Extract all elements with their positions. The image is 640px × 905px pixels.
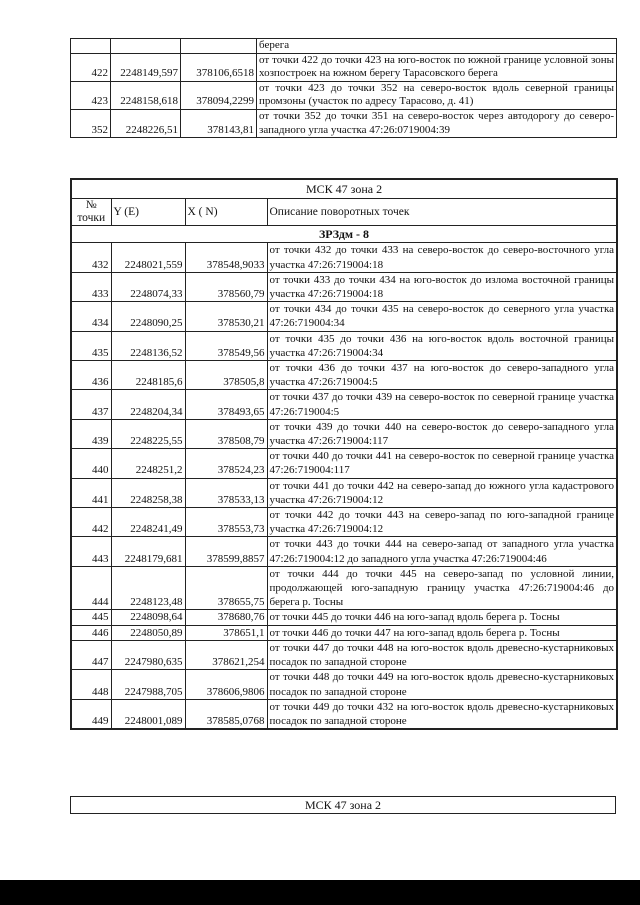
coord-y: 2248241,49: [111, 508, 185, 537]
coord-y: 2248185,6: [111, 361, 185, 390]
point-number: 437: [71, 390, 111, 419]
description: от точки 423 до точки 352 на северо-восток вдоль северной границы промзоны (участок по адресу Тарасово, д. 41): [257, 81, 617, 109]
coord-y: 2248149,597: [111, 53, 181, 81]
table-row: [71, 640, 617, 669]
description: берега: [257, 39, 617, 54]
description: от точки 441 до точки 442 на северо-запад до южного угла кадастрового участка 47:26:719004:12: [267, 478, 617, 507]
coord-x: [181, 39, 257, 54]
top-coordinates-table: [70, 38, 617, 138]
coord-y: 2248050,89: [111, 625, 185, 640]
coord-x: 378508,79: [185, 419, 267, 448]
coord-y: 2248226,51: [111, 109, 181, 137]
coord-y: 2248179,681: [111, 537, 185, 566]
zone-row: [71, 226, 617, 243]
coord-y: 2248204,34: [111, 390, 185, 419]
point-number: 423: [71, 81, 111, 109]
point-number: 434: [71, 302, 111, 331]
coord-y: 2248258,38: [111, 478, 185, 507]
coord-x: 378524,23: [185, 449, 267, 478]
table-row: [71, 53, 617, 81]
table-row: [71, 670, 617, 699]
coord-x: 378505,8: [185, 361, 267, 390]
description: от точки 352 до точки 351 на северо-восток через автодорогу до северо-западного угла участка 47:26:0719004:39: [257, 109, 617, 137]
description: от точки 422 до точки 423 на юго-восток по южной границе условной зоны хозпостроек на южном берегу Тарасовского берега: [257, 53, 617, 81]
coord-x: 378143,81: [181, 109, 257, 137]
coord-y: 2248090,25: [111, 302, 185, 331]
description: от точки 433 до точки 434 на юго-восток до излома восточной границы участка 47:26:719004:18: [267, 272, 617, 301]
table-row: [71, 39, 617, 54]
top-table-body: [71, 39, 617, 138]
description: от точки 446 до точки 447 на юго-запад вдоль берега р. Тосны: [267, 625, 617, 640]
point-number: 433: [71, 272, 111, 301]
coord-x: 378560,79: [185, 272, 267, 301]
point-number: 449: [71, 699, 111, 729]
point-number: 422: [71, 53, 111, 81]
description: от точки 435 до точки 436 на юго-восток вдоль восточной границы участка 47:26:719004:34: [267, 331, 617, 360]
coord-x: 378549,56: [185, 331, 267, 360]
table-row: [71, 478, 617, 507]
coord-y: 2248123,48: [111, 566, 185, 610]
table-row: [71, 272, 617, 301]
coord-x: 378599,8857: [185, 537, 267, 566]
coord-y: [111, 39, 181, 54]
description: от точки 439 до точки 440 на северо-восток до северо-западного угла участка 47:26:719004:117: [267, 419, 617, 448]
point-number: 447: [71, 640, 111, 669]
table-row: [71, 537, 617, 566]
point-number: [71, 39, 111, 54]
point-number: 445: [71, 610, 111, 625]
description: от точки 440 до точки 441 на северо-восток по северной границе участка 47:26:719004:117: [267, 449, 617, 478]
zone-label: ЗРЗдм - 8: [71, 226, 617, 243]
coord-x: 378530,21: [185, 302, 267, 331]
coord-x: 378106,6518: [181, 53, 257, 81]
table-row: [71, 625, 617, 640]
coord-y: 2248158,618: [111, 81, 181, 109]
table-row: [71, 109, 617, 137]
point-number: 439: [71, 419, 111, 448]
coord-y: 2247988,705: [111, 670, 185, 699]
coord-x: 378533,13: [185, 478, 267, 507]
table-row: [71, 449, 617, 478]
coord-x: 378680,76: [185, 610, 267, 625]
footer-title: МСК 47 зона 2: [70, 796, 616, 814]
table-title-row: [71, 179, 617, 199]
description: от точки 434 до точки 435 на северо-восток до северного угла участка 47:26:719004:34: [267, 302, 617, 331]
description: от точки 437 до точки 439 на северо-восток по северной границе участка 47:26:719004:5: [267, 390, 617, 419]
coord-x: 378621,254: [185, 640, 267, 669]
table-row: [71, 243, 617, 272]
main-coordinates-table: [70, 178, 618, 730]
point-number: 441: [71, 478, 111, 507]
header-x: X ( N): [185, 199, 267, 226]
table-row: [71, 699, 617, 729]
coord-x: 378548,9033: [185, 243, 267, 272]
header-row: [71, 199, 617, 226]
point-number: 446: [71, 625, 111, 640]
table-row: [71, 610, 617, 625]
point-number: 352: [71, 109, 111, 137]
coord-y: 2248136,52: [111, 331, 185, 360]
header-description: Описание поворотных точек: [267, 199, 617, 226]
coord-y: 2248001,089: [111, 699, 185, 729]
coord-x: 378493,65: [185, 390, 267, 419]
table-row: [71, 361, 617, 390]
description: от точки 444 до точки 445 на северо-запад по условной линии, продолжающей юго-западную границу участка 47:26:719004:46 до берега р. Тосны: [267, 566, 617, 610]
point-number: 448: [71, 670, 111, 699]
point-number: 440: [71, 449, 111, 478]
table-row: [71, 81, 617, 109]
table-title: МСК 47 зона 2: [71, 179, 617, 199]
table-row: [71, 302, 617, 331]
description: от точки 445 до точки 446 на юго-запад вдоль берега р. Тосны: [267, 610, 617, 625]
header-point-number: № точки: [71, 199, 111, 226]
point-number: 432: [71, 243, 111, 272]
coord-y: 2247980,635: [111, 640, 185, 669]
coord-x: 378553,73: [185, 508, 267, 537]
coord-x: 378585,0768: [185, 699, 267, 729]
description: от точки 449 до точки 432 на юго-восток вдоль древесно-кустарниковых посадок по западной стороне: [267, 699, 617, 729]
description: от точки 442 до точки 443 на северо-запад по юго-западной границе участка 47:26:719004:12: [267, 508, 617, 537]
table-row: [71, 390, 617, 419]
table-row: [71, 566, 617, 610]
coord-x: 378606,9806: [185, 670, 267, 699]
coord-y: 2248251,2: [111, 449, 185, 478]
point-number: 436: [71, 361, 111, 390]
point-number: 443: [71, 537, 111, 566]
coord-y: 2248098,64: [111, 610, 185, 625]
point-number: 435: [71, 331, 111, 360]
coord-y: 2248021,559: [111, 243, 185, 272]
coord-y: 2248225,55: [111, 419, 185, 448]
coord-y: 2248074,33: [111, 272, 185, 301]
table-row: [71, 419, 617, 448]
point-number: 442: [71, 508, 111, 537]
description: от точки 432 до точки 433 на северо-восток до северо-восточного угла участка 47:26:719004:18: [267, 243, 617, 272]
header-y: Y (E): [111, 199, 185, 226]
description: от точки 443 до точки 444 на северо-запад от западного угла участка 47:26:719004:12 до западного угла участка 47:26:719004:46: [267, 537, 617, 566]
scan-edge-bar: [0, 880, 640, 905]
coord-x: 378655,75: [185, 566, 267, 610]
coord-x: 378094,2299: [181, 81, 257, 109]
table-row: [71, 508, 617, 537]
description: от точки 436 до точки 437 на юго-восток до северо-западного угла участка 47:26:719004:5: [267, 361, 617, 390]
description: от точки 448 до точки 449 на юго-восток вдоль древесно-кустарниковых посадок по западной стороне: [267, 670, 617, 699]
table-row: [71, 331, 617, 360]
description: от точки 447 до точки 448 на юго-восток вдоль древесно-кустарниковых посадок по западной стороне: [267, 640, 617, 669]
point-number: 444: [71, 566, 111, 610]
main-table-body: [71, 243, 617, 729]
coord-x: 378651,1: [185, 625, 267, 640]
